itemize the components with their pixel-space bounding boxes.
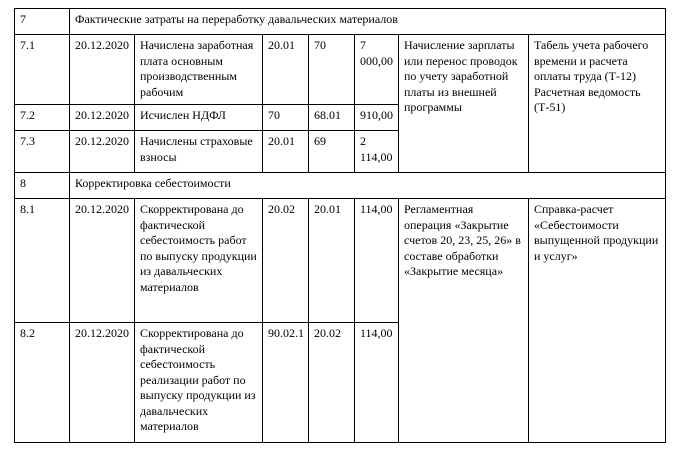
program-action: Начисление зарплаты или перенос проводок по учету заработной платы из внешней программы — [399, 35, 529, 173]
table-row — [15, 199, 666, 323]
row-operation: Начислены страховые взносы — [135, 131, 263, 173]
row-amount: 114,00 — [355, 199, 399, 323]
section-number: 8 — [15, 173, 70, 199]
section-header-row — [15, 9, 666, 35]
row-debit: 70 — [263, 105, 309, 131]
section-header-row — [15, 173, 666, 199]
row-debit: 90.02.1 — [263, 323, 309, 443]
row-credit: 69 — [309, 131, 355, 173]
row-number: 8.2 — [15, 323, 70, 443]
row-operation: Скорректирована до фактической себестоимость реализации работ по выпуску продукции из давальческих материалов — [135, 323, 263, 443]
row-date: 20.12.2020 — [70, 323, 135, 443]
row-date: 20.12.2020 — [70, 131, 135, 173]
section-title: Фактические затраты на переработку давальческих материалов — [70, 9, 666, 35]
row-amount: 2 114,00 — [355, 131, 399, 173]
primary-document: Справка-расчет «Себестоимости выпущенной продукции и услуг» — [529, 199, 666, 443]
row-number: 8.1 — [15, 199, 70, 323]
row-operation: Скорректирована до фактической себестоимость работ по выпуску продукции из давальческих материалов — [135, 199, 263, 323]
row-debit: 20.01 — [263, 131, 309, 173]
row-credit: 70 — [309, 35, 355, 105]
row-credit: 68.01 — [309, 105, 355, 131]
row-amount: 910,00 — [355, 105, 399, 131]
row-date: 20.12.2020 — [70, 35, 135, 105]
table-row — [15, 35, 666, 105]
section-number: 7 — [15, 9, 70, 35]
row-operation: Начислена заработная плата основным производственным рабочим — [135, 35, 263, 105]
row-amount: 7 000,00 — [355, 35, 399, 105]
row-credit: 20.01 — [309, 199, 355, 323]
section-title: Корректировка себестоимости — [70, 173, 666, 199]
row-debit: 20.02 — [263, 199, 309, 323]
row-date: 20.12.2020 — [70, 105, 135, 131]
row-number: 7.3 — [15, 131, 70, 173]
primary-document: Табель учета рабочего времени и расчета оплаты труда (Т-12) Расчетная ведомость (Т-51) — [529, 35, 666, 173]
program-action: Регламентная операция «Закрытие счетов 20, 23, 25, 26» в составе обработки «Закрытие месяца» — [399, 199, 529, 443]
row-date: 20.12.2020 — [70, 199, 135, 323]
row-credit: 20.02 — [309, 323, 355, 443]
row-amount: 114,00 — [355, 323, 399, 443]
accounting-entries-table — [14, 8, 666, 443]
row-operation: Исчислен НДФЛ — [135, 105, 263, 131]
row-debit: 20.01 — [263, 35, 309, 105]
row-number: 7.2 — [15, 105, 70, 131]
row-number: 7.1 — [15, 35, 70, 105]
